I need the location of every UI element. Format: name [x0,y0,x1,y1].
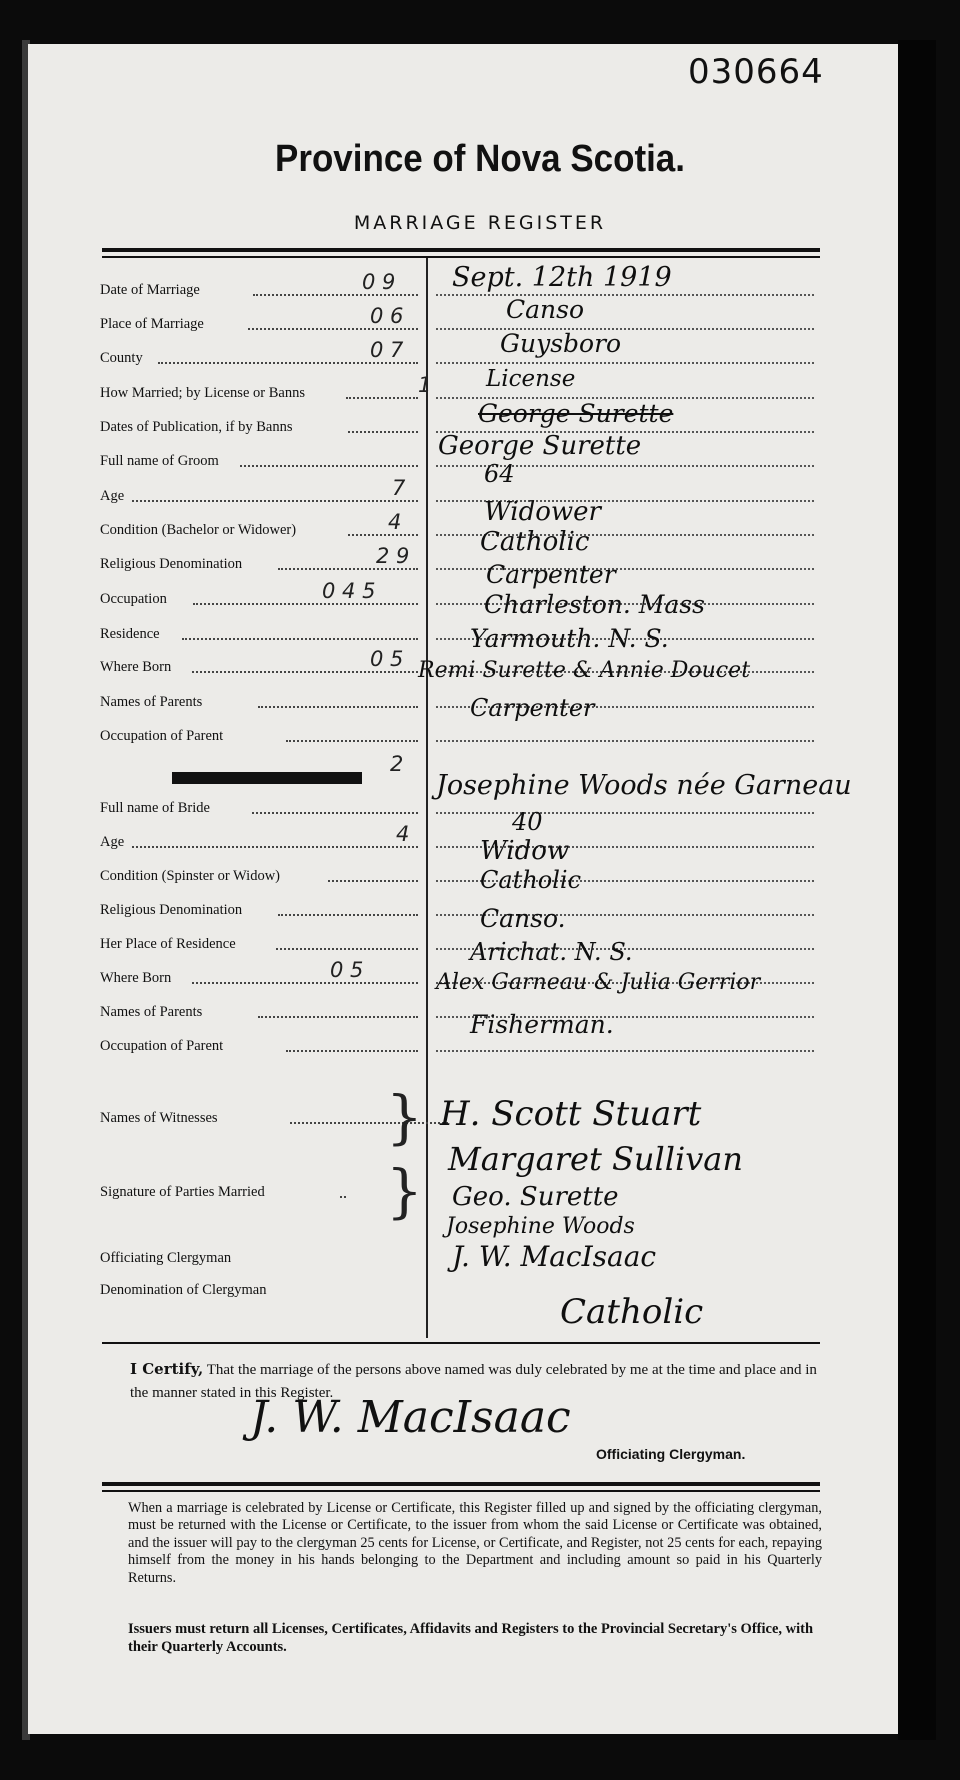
label-leader-dots [192,671,418,673]
page-title: Province of Nova Scotia. [275,138,685,180]
value-leader-dots [436,362,814,364]
value-leader-dots [436,328,814,330]
field-label: Religious Denomination [100,556,243,572]
field-label: Condition (Spinster or Widow) [100,868,280,884]
field-value: Carpenter [486,560,616,589]
officiating-clergyman-label: Officiating Clergyman [100,1250,232,1266]
field-label: Age [100,834,125,850]
label-leader-dots [132,500,418,502]
statistical-code: 0 5 [370,647,404,671]
label-leader-dots [286,1050,418,1052]
label-leader-dots [278,914,418,916]
field-label: Full name of Groom [100,453,219,469]
statistical-code: 0 9 [362,270,396,294]
label-leader-dots [248,328,418,330]
certify-lead: I Certify, [130,1360,204,1378]
field-label: Dates of Publication, if by Banns [100,419,293,435]
label-leader-dots [328,880,418,882]
field-label: Condition (Bachelor or Widower) [100,522,297,538]
field-value: Fisherman. [470,1010,614,1039]
field-value: Charleston. Mass [484,590,705,619]
field-value: License [486,366,576,392]
header-rule-thin [102,256,820,258]
issuers-instructions: Issuers must return all Licenses, Certificates, Affidavits and Registers to the Provincial Secretary's Office, with their Quarterly Accounts. [128,1621,814,1655]
label-leader-dots [252,812,418,814]
footer-rule-thick [102,1482,820,1486]
signature-caption: Officiating Clergyman. [596,1446,746,1462]
field-value: Josephine Woods née Garneau [436,770,852,801]
field-value: Yarmouth. N. S. [470,624,669,653]
statistical-code: 4 [388,510,402,534]
clergy-denomination-value: Catholic [560,1292,704,1332]
label-leader-dots [132,846,418,848]
page-subtitle: MARRIAGE REGISTER [353,212,607,234]
statistical-code: 2 9 [376,544,410,568]
statistical-code: 1 [418,373,432,397]
value-leader-dots [436,812,814,814]
field-value: George Surette [438,431,642,461]
certify-text: That the marriage of the persons above named was duly celebrated by me at the time and place and in the manner stated in this Register. [130,1362,817,1401]
field-label: Names of Parents [100,1004,203,1020]
field-value: Guysboro [500,329,622,358]
label-leader-dots [193,603,418,605]
field-label: Date of Marriage [100,282,200,298]
field-value: Carpenter [470,694,595,722]
field-label: County [100,350,143,366]
label-leader-dots [276,948,418,950]
statistical-code: 0 6 [370,304,404,328]
label-leader-dots [286,740,418,742]
label-leader-dots [340,1196,346,1198]
field-value: Widow [480,836,570,866]
statistical-code: 0 7 [370,338,404,362]
footer-rule-thin [102,1490,820,1492]
field-value: Alex Garneau & Julia Gerrior [436,970,761,995]
field-label: Occupation of Parent [100,728,224,744]
field-label: Full name of Bride [100,800,210,816]
field-label: Religious Denomination [100,902,243,918]
signatures-label: Signature of Parties Married [100,1184,265,1200]
statistical-code: 0 4 5 [322,579,376,603]
field-value: Arichat. N. S. [470,938,633,966]
label-leader-dots [278,568,418,570]
column-divider [426,258,428,1338]
signatures-brace: } [386,1157,423,1225]
statistical-code: 0 5 [330,958,364,982]
field-value: Catholic [480,866,582,894]
witnesses-label: Names of Witnesses [100,1110,218,1126]
field-value: 40 [512,808,543,836]
label-leader-dots [348,431,418,433]
field-label: Occupation [100,591,167,607]
certify-top-rule [102,1342,820,1344]
label-leader-dots [348,534,418,536]
witnesses-brace: } [386,1083,423,1151]
label-leader-dots [290,1122,448,1124]
field-value: Widower [484,497,601,527]
field-label: How Married; by License or Banns [100,385,305,401]
redacted-section-heading [172,772,362,784]
witness-name-2: Margaret Sullivan [448,1140,743,1178]
certificate-number: 030664 [688,52,824,92]
bride-signature: Josephine Woods [446,1214,635,1239]
field-value: 64 [484,460,515,488]
header-rule-thick [102,248,820,252]
field-value: George Surette [478,399,674,428]
return-instructions: When a marriage is celebrated by License or Certificate, this Register filled up and signed by the officiating clergyman, must be returned with the License or Certificate, to the issuer from whom the said License or Certificate was obtained, and the issuer will pay to the clergyman 25 cents for License, or Certificate, and Register, not 25 cents for each, repaying himself from the money in his hands belonging to the Department and including amount so paid in his Quarterly Returns. [128,1500,822,1586]
field-label: Place of Marriage [100,316,204,332]
field-label: Residence [100,626,160,642]
field-label: Occupation of Parent [100,1038,224,1054]
statistical-code: 4 [396,822,410,846]
field-value: Canso. [480,904,566,933]
field-label: Where Born [100,970,172,986]
label-leader-dots [240,465,418,467]
field-label: Age [100,488,125,504]
clergy-denomination-label: Denomination of Clergyman [100,1282,267,1298]
field-label: Where Born [100,659,172,675]
label-leader-dots [258,1016,418,1018]
label-leader-dots [346,397,418,399]
label-leader-dots [182,638,418,640]
officiating-clergyman-value: J. W. MacIsaac [452,1240,657,1273]
field-label: Her Place of Residence [100,936,236,952]
label-leader-dots [192,982,418,984]
statistical-code: 7 [392,476,406,500]
field-value: Sept. 12th 1919 [452,262,672,293]
label-leader-dots [158,362,418,364]
label-leader-dots [258,706,418,708]
field-label: Names of Parents [100,694,203,710]
statistical-code: 2 [390,752,404,776]
label-leader-dots [253,294,418,296]
field-value: Remi Surette & Annie Doucet [418,658,751,683]
value-leader-dots [436,294,814,296]
field-value: Catholic [480,527,590,557]
value-leader-dots [436,740,814,742]
clergyman-signature: J. W. MacIsaac [250,1392,571,1443]
value-leader-dots [436,1050,814,1052]
scan-right-edge [898,40,936,1740]
groom-signature: Geo. Surette [452,1182,619,1212]
field-value: Canso [506,295,585,324]
witness-name-1: H. Scott Stuart [440,1094,702,1134]
